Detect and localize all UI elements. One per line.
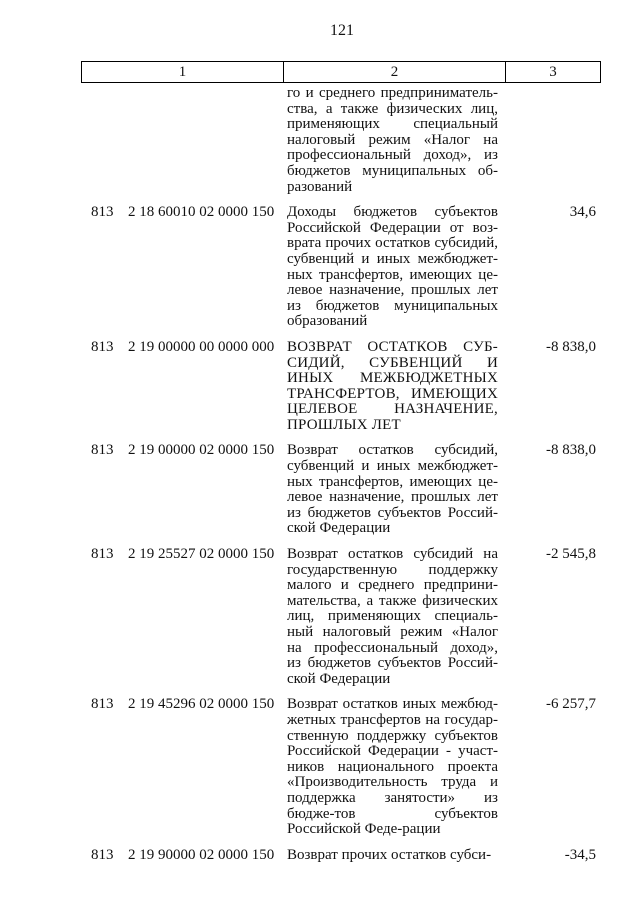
chapter-code: 813 [91, 546, 114, 563]
table-row [0, 547, 640, 687]
table-header-col-1: 1 [82, 62, 284, 82]
chapter-code: 813 [91, 846, 114, 863]
budget-code: 2 19 45296 02 0000 150 [128, 696, 275, 713]
page-number: 121 [330, 22, 354, 39]
budget-code: 2 19 00000 02 0000 150 [128, 442, 275, 459]
row-description: Возврат остатков субсидий на государственную поддержку малого и среднего предприни-мательства, а также физических лиц, применяющих специаль-ный налоговый режим «Налог на профессиональный доход», из бюджетов субъектов Россий-ской Федерации [287, 546, 498, 687]
table-row [0, 340, 640, 434]
row-description: ВОЗВРАТ ОСТАТКОВ СУБ-СИДИЙ, СУБВЕНЦИЙ И ИНЫХ МЕЖБЮДЖЕТНЫХ ТРАНСФЕРТОВ, ИМЕЮЩИХ ЦЕЛЕВОЕ НАЗНАЧЕНИЕ, ПРОШЛЫХ ЛЕТ [287, 338, 498, 433]
table-row [0, 697, 640, 837]
chapter-code: 813 [91, 696, 114, 713]
table-header [81, 61, 601, 83]
row-amount: 34,6 [569, 204, 596, 221]
table-header-col-3: 3 [549, 63, 557, 80]
chapter-code: 813 [91, 442, 114, 459]
row-description: Возврат остатков иных межбюд-жетных трансфертов на государ-ственную поддержку субъектов Российской Федерации - участ-ников национального проекта «Производительность труда и поддержка занятости» из бюдже-тов субъектов Российской Феде-рации [287, 696, 498, 838]
budget-code: 2 19 90000 02 0000 150 [128, 846, 275, 863]
budget-code: 2 18 60010 02 0000 150 [128, 204, 275, 221]
table-row [0, 205, 640, 330]
row-amount: -2 545,8 [546, 546, 596, 563]
row-amount: -8 838,0 [546, 442, 596, 459]
budget-code: 2 19 25527 02 0000 150 [128, 546, 275, 563]
table-row [0, 86, 640, 195]
row-amount: -34,5 [564, 846, 596, 863]
row-description: Возврат прочих остатков субси- [287, 846, 492, 863]
chapter-code: 813 [91, 204, 114, 221]
row-amount: -6 257,7 [546, 696, 596, 713]
row-description: Возврат остатков субсидий, субвенций и иных межбюджет-ных трансфертов, имеющих це-левое назначение, прошлых лет из бюджетов субъектов Россий-ской Федерации [287, 442, 498, 537]
row-description: го и среднего предприниматель-ства, а также физических лиц, применяющих специальный налоговый режим «Налог на профессиональный доход», из бюджетов муниципальных об-разований [287, 85, 498, 195]
table-header-col-2: 2 [284, 62, 506, 82]
budget-code: 2 19 00000 00 0000 000 [128, 338, 275, 355]
table-row [0, 848, 640, 864]
table-row [0, 443, 640, 537]
row-amount: -8 838,0 [546, 338, 596, 355]
table-body [0, 86, 640, 863]
chapter-code: 813 [91, 338, 114, 355]
row-description: Доходы бюджетов субъектов Российской Федерации от воз-врата прочих остатков субсидий, субвенций и иных межбюджет-ных трансфертов, имеющих це-левое назначение, прошлых лет из бюджетов муниципальных образований [287, 204, 498, 330]
